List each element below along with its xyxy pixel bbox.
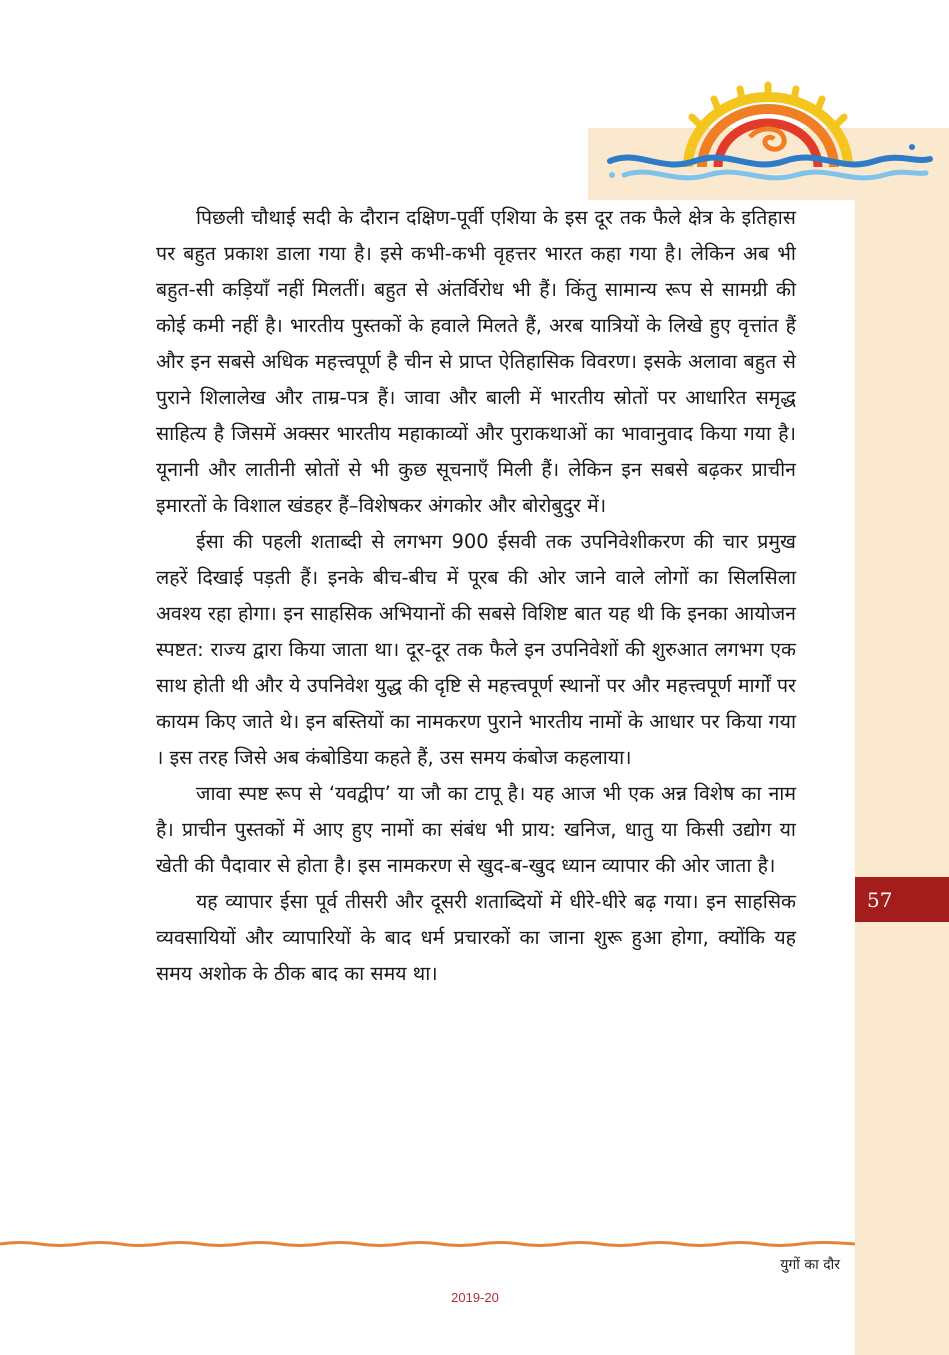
paragraph: पिछली चौथाई सदी के दौरान दक्षिण-पूर्वी एशिया के इस दूर तक फैले क्षेत्र के इतिहास पर बहुत प्रकाश डाला गया है। इसे कभी-कभी वृहत्तर भारत कहा गया है। लेकिन अब भी बहुत-सी कड़ियाँ नहीं मिलतीं। बहुत से अंतर्विरोध भी हैं। किंतु सामान्य रूप से सामग्री की कोई कमी नहीं है। भारतीय पुस्तकों के हवाले मिलते हैं, अरब यात्रियों के लिखे हुए वृत्तांत हैं और इन सबसे अधिक महत्त्वपूर्ण है चीन से प्राप्त ऐतिहासिक विवरण। इसके अलावा बहुत से पुराने शिलालेख और ताम्र-पत्र हैं। जावा और बाली में भारतीय स्रोतों पर आधारित समृद्ध साहित्य है जिसमें अक्सर भारतीय महाकाव्यों और पुराकथाओं का भावानुवाद किया गया है। यूनानी और लातीनी स्रोतों से भी कुछ सूचनाएँ मिली हैं। लेकिन इन सबसे बढ़कर प्राचीन इमारतों के विशाल खंडहर हैं–विशेषकर अंगकोर और बोरोबुदुर में। <box>156 206 796 517</box>
paragraph: जावा स्पष्ट रूप से ‘यवद्वीप’ या जौ का टापू है। यह आज भी एक अन्न विशेष का नाम है। प्राचीन पुस्तकों में आए हुए नामों का संबंध भी प्राय: खनिज, धातु या किसी उद्योग या खेती की पैदावार से होता है। इस नामकरण से खुद-ब-खुद ध्यान व्यापार की ओर जाता है। <box>156 782 796 877</box>
page-number-label: 57 <box>867 887 893 912</box>
body-text <box>156 200 796 992</box>
footer-book-title: युगों का दौर <box>780 1257 840 1273</box>
page-number <box>855 877 949 922</box>
paragraph: ईसा की पहली शताब्दी से लगभग 900 ईसवी तक उपनिवेशीकरण की चार प्रमुख लहरें दिखाई पड़ती हैं। इनके बीच-बीच में पूरब की ओर जाने वाले लोगों का सिलसिला अवश्य रहा होगा। इन साहसिक अभियानों की सबसे विशिष्ट बात यह थी कि इनका आयोजन स्पष्टत: राज्य द्वारा किया जाता था। दूर-दूर तक फैले इन उपनिवेशों की शुरुआत लगभग एक साथ होती थी और ये उपनिवेश युद्ध की दृष्टि से महत्त्वपूर्ण स्थानों पर और महत्त्वपूर्ण मार्गों पर कायम किए जाते थे। इन बस्तियों का नामकरण पुराने भारतीय नामों के आधार पर किया गया । इस तरह जिसे अब कंबोडिया कहते हैं, उस समय कंबोज कहलाया। <box>156 530 796 769</box>
margin-strip <box>855 200 949 1355</box>
footer-rule <box>0 1238 855 1250</box>
paragraph: यह व्यापार ईसा पूर्व तीसरी और दूसरी शताब्दियों में धीरे-धीरे बढ़ गया। इन साहसिक व्यवसायियों और व्यापारियों के बाद धर्म प्रचारकों का जाना शुरू हुआ होगा, क्योंकि यह समय अशोक के ठीक बाद का समय था। <box>156 890 796 985</box>
edition-year: 2019-20 <box>451 1290 499 1305</box>
sun-over-waves-icon <box>600 75 940 200</box>
